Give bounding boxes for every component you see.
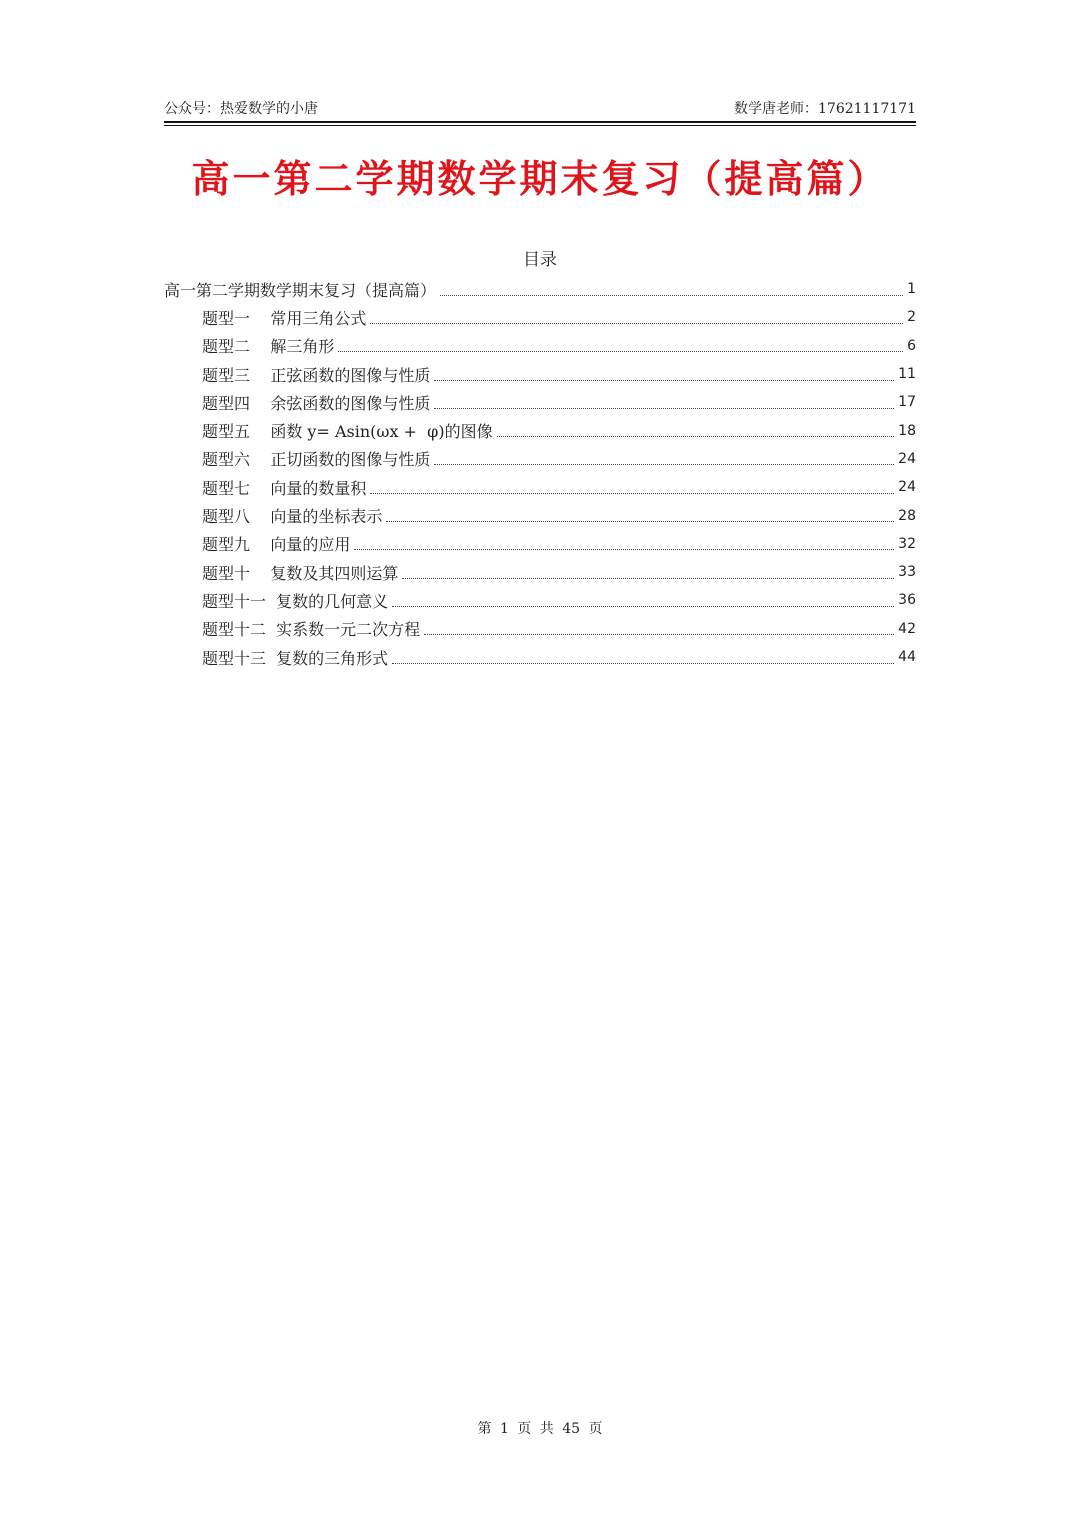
toc-entry[interactable] [164,530,916,558]
toc-entry[interactable] [164,501,916,529]
toc-entry-label: 题型六 正切函数的图像与性质 [202,450,431,470]
toc-dot-leader [370,493,894,494]
toc-entry-page: 1 [907,281,916,298]
toc-entry-label: 题型二 解三角形 [202,337,335,357]
toc-entry-page: 17 [898,394,916,411]
toc-entry-page: 24 [898,450,916,467]
toc-dot-leader [386,521,894,522]
toc-entry[interactable] [164,643,916,671]
toc-entry-label: 题型八 向量的坐标表示 [202,507,383,527]
toc-entry-label: 题型十 复数及其四则运算 [202,563,399,583]
toc-dot-leader [338,351,903,352]
toc-dot-leader [402,578,894,579]
toc-entry[interactable] [164,388,916,416]
toc-entry-page: 2 [907,309,916,326]
toc-entry-label: 题型十三 复数的三角形式 [202,648,389,668]
toc-dot-leader [392,663,894,664]
toc-entry[interactable] [164,303,916,331]
toc-entry-label: 题型十一 复数的几何意义 [202,591,389,611]
toc-entry[interactable] [164,558,916,586]
toc-entry-page: 32 [898,535,916,552]
toc-dot-leader [440,295,903,296]
toc-entry-page: 44 [898,649,916,665]
toc-dot-leader [392,606,894,607]
toc-entry-label: 题型七 向量的数量积 [202,478,367,498]
toc-entry-page: 33 [898,564,916,581]
toc-dot-leader [424,634,894,635]
toc-entry-page: 18 [898,422,916,439]
page-footer: 第 1 页 共 45 页 [477,1421,603,1437]
toc-entry-page: 42 [898,620,916,637]
toc-dot-leader [354,549,894,550]
toc-entry-label: 题型九 向量的应用 [202,535,351,555]
header-rule-thin [164,125,916,126]
toc-entry-label: 题型一 常用三角公式 [202,308,367,328]
header-right-text: 数学唐老师：17621117171 [734,101,916,117]
toc-entry[interactable] [164,445,916,473]
toc-entry-page: 36 [898,592,916,609]
header-rule-thick [164,121,916,123]
header-left-text: 公众号：热爱数学的小唐 [164,101,318,117]
toc-entry[interactable] [164,473,916,501]
toc-dot-leader [434,464,894,465]
toc-entry[interactable] [164,586,916,614]
toc-entry[interactable] [164,615,916,643]
toc-entry-label: 高一第二学期数学期末复习（提高篇） [164,280,437,300]
toc-dot-leader [370,323,903,324]
toc-entry[interactable] [164,360,916,388]
toc-entry-label: 题型三 正弦函数的图像与性质 [202,365,431,385]
toc-entry-page: 28 [898,507,916,524]
toc-entry-label: 题型十二 实系数一元二次方程 [202,620,421,640]
document-title: 高一第二学期数学期末复习（提高篇） [191,156,889,201]
toc-entry-page: 24 [898,479,916,496]
page-header [164,98,916,120]
toc-dot-leader [497,436,895,437]
toc-entry-label: 题型四 余弦函数的图像与性质 [202,393,431,413]
toc-heading: 目录 [523,250,557,270]
toc-entry-page: 11 [898,366,916,383]
toc-entry[interactable] [164,275,916,303]
table-of-contents [164,275,916,671]
toc-entry-page: 6 [907,337,916,354]
toc-entry-label: 题型五 函数 y= Asin(ωx + φ)的图像 [202,422,493,442]
toc-dot-leader [434,408,894,409]
toc-dot-leader [434,380,894,381]
toc-entry[interactable] [164,416,916,444]
toc-entry[interactable] [164,332,916,360]
